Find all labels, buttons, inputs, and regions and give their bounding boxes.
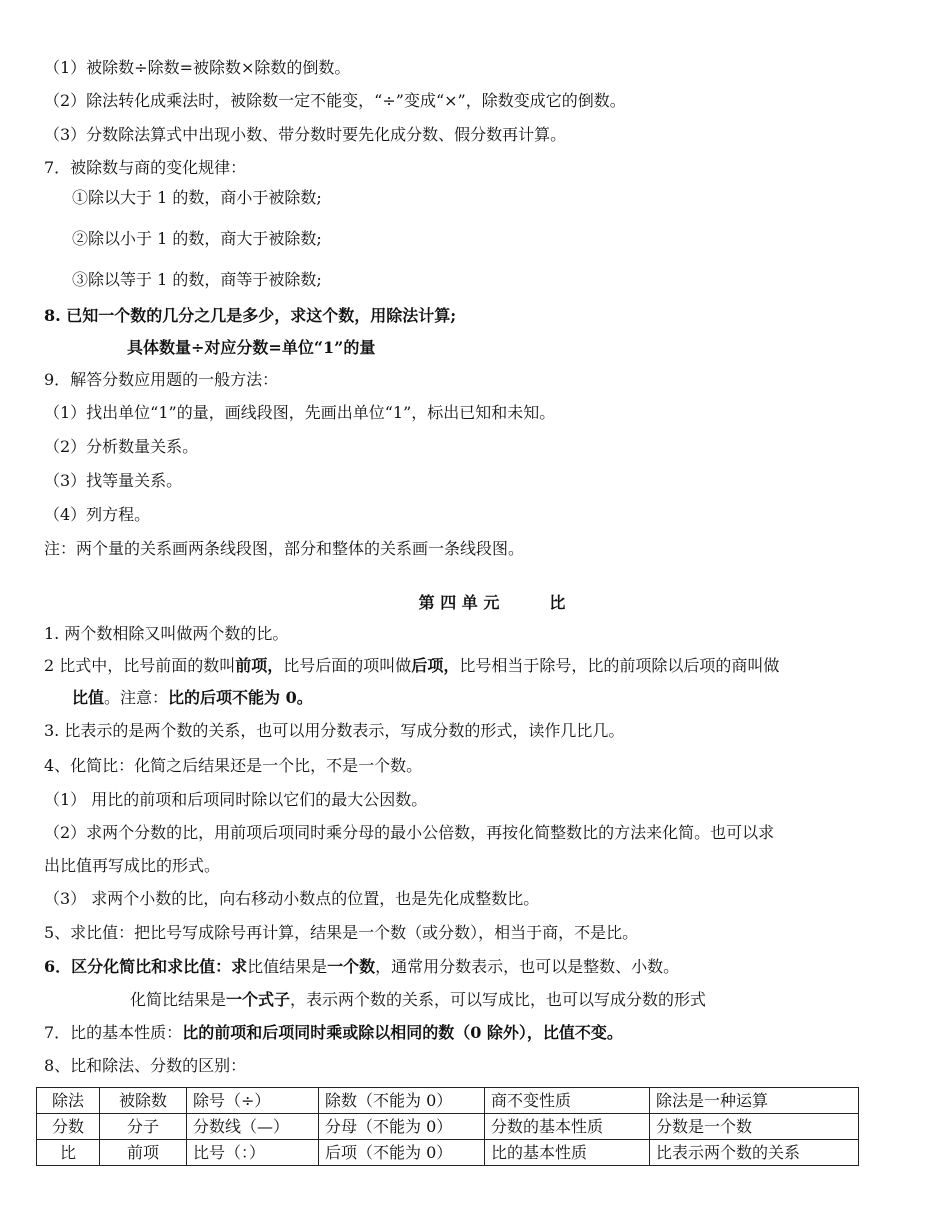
item-9-step-2: （2）分析数量关系。 bbox=[44, 437, 199, 456]
rule-line-2: （2）除法转化成乘法时，被除数一定不能变，“÷”变成“×”，除数变成它的倒数。 bbox=[44, 91, 626, 110]
table-cell: 分数线（—） bbox=[187, 1114, 319, 1140]
unit-4-point-2-cont bbox=[72, 687, 313, 709]
table-cell: 分子 bbox=[100, 1114, 187, 1140]
p2-term-antecedent: 前项， bbox=[235, 656, 284, 675]
table-cell: 分数是一个数 bbox=[650, 1114, 859, 1140]
table-row bbox=[37, 1140, 859, 1166]
table-cell: 分数 bbox=[37, 1114, 100, 1140]
note-line: 注：两个量的关系画两条线段图，部分和整体的关系画一条线段图。 bbox=[44, 539, 525, 558]
unit-4-heading-right: 比 bbox=[549, 593, 566, 612]
p6-term-an-expression: 一个式子 bbox=[226, 990, 291, 1009]
p6-term-a-number: 一个数 bbox=[327, 957, 376, 976]
item-9-step-3: （3）找等量关系。 bbox=[44, 471, 183, 490]
item-7-rule-c: ③除以等于 1 的数，商等于被除数; bbox=[72, 270, 322, 289]
p2-warning: 比的后项不能为 0。 bbox=[168, 688, 313, 707]
table-cell: 分数的基本性质 bbox=[485, 1114, 650, 1140]
unit-4-point-4-1: （1） 用比的前项和后项同时除以它们的最大公因数。 bbox=[44, 790, 428, 809]
unit-4-point-4-3: （3） 求两个小数的比，向右移动小数点的位置，也是先化成整数比。 bbox=[44, 889, 540, 908]
item-9-title: 9．解答分数应用题的一般方法： bbox=[44, 370, 279, 389]
p2-term-ratio-value: 比值 bbox=[72, 688, 105, 707]
unit-4-point-6 bbox=[44, 956, 679, 978]
table-row bbox=[37, 1088, 859, 1114]
p2-term-consequent: 后项， bbox=[411, 656, 460, 675]
unit-4-point-4: 4、化简比：化简之后结果还是一个比，不是一个数。 bbox=[44, 756, 423, 775]
table-cell: 前项 bbox=[100, 1140, 187, 1166]
unit-4-point-4-2: （2）求两个分数的比，用前项后项同时乘分母的最小公倍数，再按化简整数比的方法来化简。也可以求 bbox=[44, 823, 775, 842]
item-7-rule-b: ②除以小于 1 的数，商大于被除数; bbox=[72, 229, 322, 248]
table-cell: 比 bbox=[37, 1140, 100, 1166]
p7-property: 比的前项和后项同时乘或除以相同的数（0 除外），比值不变。 bbox=[182, 1023, 623, 1042]
unit-4-point-6-cont bbox=[130, 989, 706, 1011]
item-9-step-1: （1）找出单位“1”的量，画线段图，先画出单位“1”，标出已知和未知。 bbox=[44, 403, 556, 422]
table-cell: 被除数 bbox=[100, 1088, 187, 1114]
unit-4-point-3: 3. 比表示的是两个数的关系，也可以用分数表示，写成分数的形式，读作几比几。 bbox=[44, 721, 625, 740]
p6-part-e: 化简比结果是 bbox=[130, 990, 227, 1009]
p6-part-b: 比值结果是 bbox=[247, 957, 328, 976]
rule-line-1: （1）被除数÷除数=被除数×除数的倒数。 bbox=[44, 58, 351, 77]
unit-4-point-7 bbox=[44, 1022, 623, 1044]
table-cell: 除数（不能为 0） bbox=[319, 1088, 485, 1114]
p2-part-c: 比号后面的项叫做 bbox=[283, 656, 412, 675]
p6-part-g: ，表示两个数的关系，可以写成比，也可以写成分数的形式 bbox=[290, 990, 707, 1009]
item-9-step-4: （4）列方程。 bbox=[44, 505, 151, 524]
item-7-rule-a: ①除以大于 1 的数，商小于被除数; bbox=[72, 188, 322, 207]
table-cell: 商不变性质 bbox=[485, 1088, 650, 1114]
table-cell: 比的基本性质 bbox=[485, 1140, 650, 1166]
p2-part-g: 。注意： bbox=[104, 688, 169, 707]
item-8-formula: 具体数量÷对应分数=单位“1”的量 bbox=[127, 338, 376, 357]
p6-part-a: 6．区分化简比和求比值：求 bbox=[44, 957, 248, 976]
unit-4-point-4-2-cont: 出比值再写成比的形式。 bbox=[44, 856, 221, 875]
item-8-title: 8. 已知一个数的几分之几是多少，求这个数，用除法计算; bbox=[44, 306, 457, 325]
table-cell: 除号（÷） bbox=[187, 1088, 319, 1114]
unit-4-heading-left: 第 四 单 元 bbox=[418, 593, 500, 612]
p2-part-e: 比号相当于除号，比的前项除以后项的商叫做 bbox=[459, 656, 780, 675]
unit-4-point-2 bbox=[44, 655, 779, 677]
unit-4-heading bbox=[0, 592, 950, 614]
p7-part-a: 7．比的基本性质： bbox=[44, 1023, 183, 1042]
rule-line-3: （3）分数除法算式中出现小数、带分数时要先化成分数、假分数再计算。 bbox=[44, 125, 567, 144]
unit-4-point-1: 1. 两个数相除又叫做两个数的比。 bbox=[44, 624, 289, 643]
p6-part-d: ，通常用分数表示，也可以是整数、小数。 bbox=[375, 957, 680, 976]
table-cell: 除法是一种运算 bbox=[650, 1088, 859, 1114]
item-7-title: 7．被除数与商的变化规律： bbox=[44, 158, 247, 177]
p2-part-a: 2 比式中，比号前面的数叫 bbox=[44, 656, 236, 675]
table-cell: 后项（不能为 0） bbox=[319, 1140, 485, 1166]
table-cell: 分母（不能为 0） bbox=[319, 1114, 485, 1140]
unit-4-point-5: 5、求比值：把比号写成除号再计算，结果是一个数（或分数），相当于商，不是比。 bbox=[44, 923, 639, 942]
comparison-table bbox=[36, 1087, 859, 1166]
table-row bbox=[37, 1114, 859, 1140]
unit-4-point-8: 8、比和除法、分数的区别： bbox=[44, 1056, 247, 1075]
table-cell: 除法 bbox=[37, 1088, 100, 1114]
table-cell: 比号（：） bbox=[187, 1140, 319, 1166]
table-cell: 比表示两个数的关系 bbox=[650, 1140, 859, 1166]
